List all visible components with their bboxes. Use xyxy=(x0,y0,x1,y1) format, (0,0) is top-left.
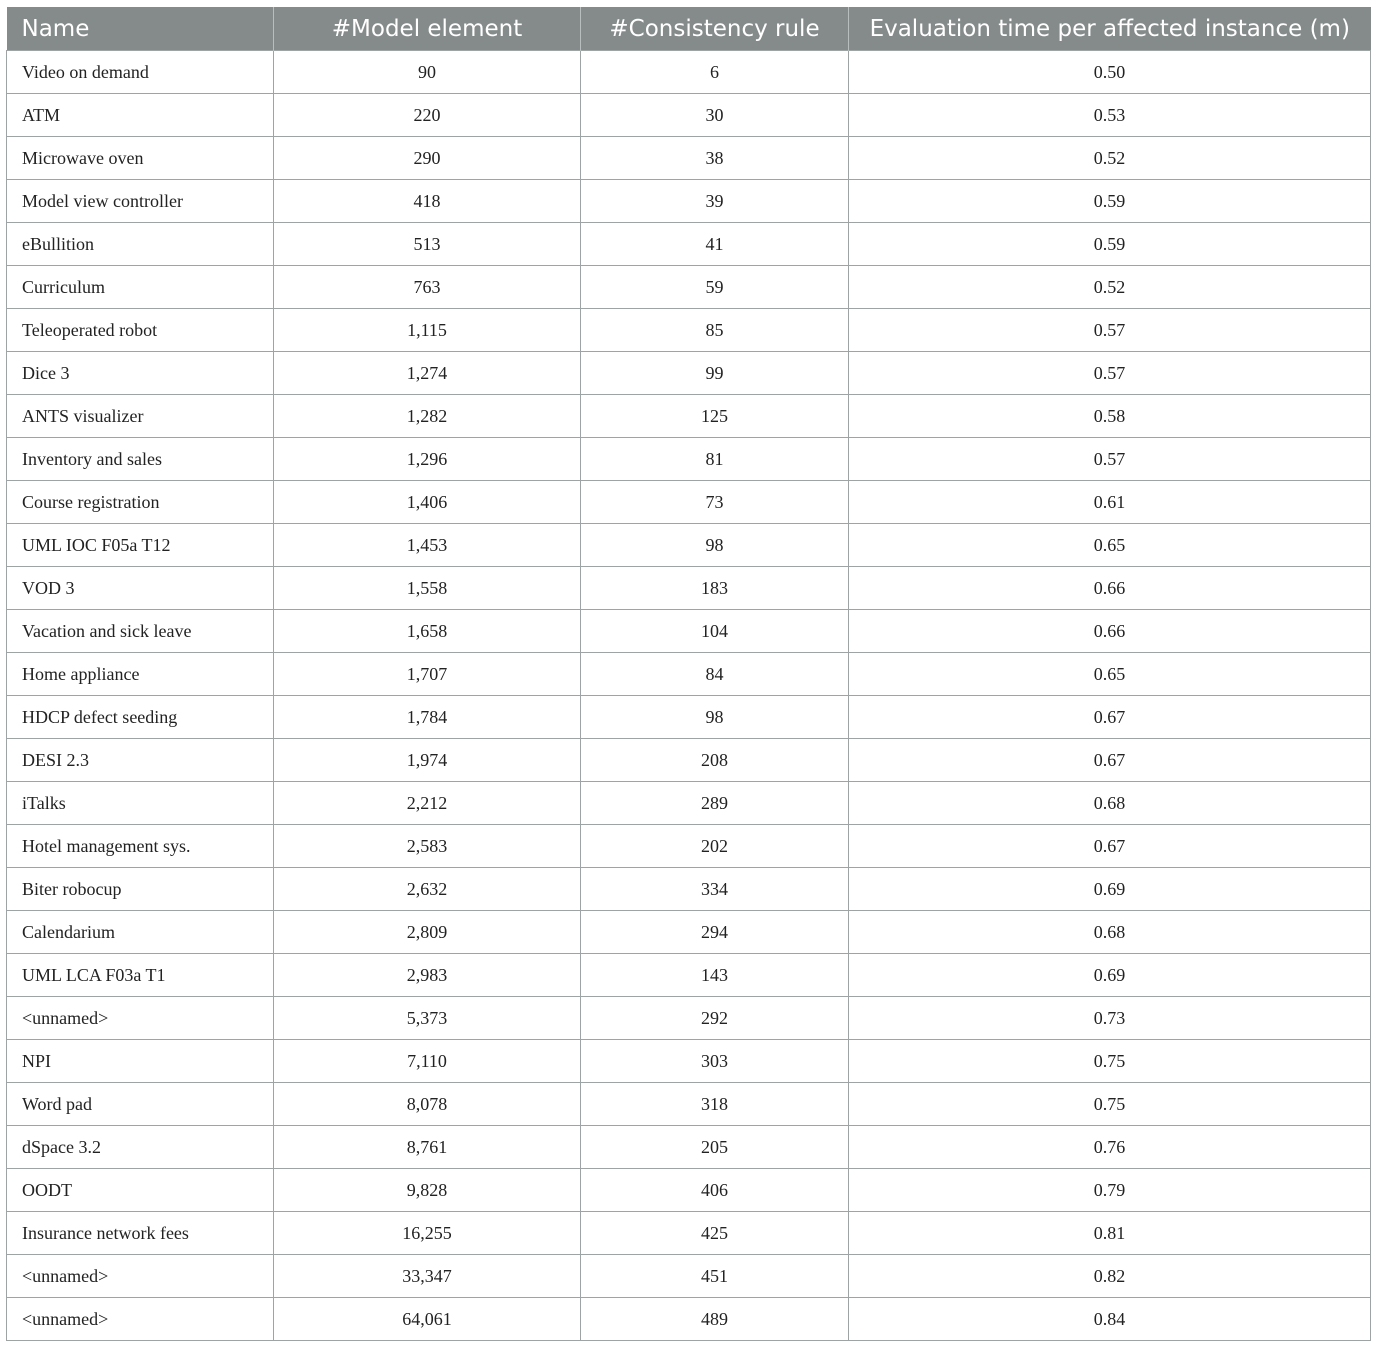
model-consistency-table xyxy=(6,7,1371,1341)
cell-evaluation-time: 0.68 xyxy=(849,782,1371,825)
cell-consistency-rule: 451 xyxy=(581,1255,849,1298)
cell-name: Teleoperated robot xyxy=(7,309,274,352)
cell-name: Calendarium xyxy=(7,911,274,954)
cell-consistency-rule: 489 xyxy=(581,1298,849,1341)
cell-consistency-rule: 6 xyxy=(581,51,849,94)
cell-model-element: 1,658 xyxy=(274,610,581,653)
cell-name: UML LCA F03a T1 xyxy=(7,954,274,997)
cell-consistency-rule: 143 xyxy=(581,954,849,997)
cell-name: eBullition xyxy=(7,223,274,266)
table-row xyxy=(7,1255,1371,1298)
table-row xyxy=(7,911,1371,954)
table-row xyxy=(7,1298,1371,1341)
cell-name: Biter robocup xyxy=(7,868,274,911)
cell-model-element: 1,707 xyxy=(274,653,581,696)
cell-evaluation-time: 0.69 xyxy=(849,954,1371,997)
cell-evaluation-time: 0.66 xyxy=(849,567,1371,610)
cell-name: iTalks xyxy=(7,782,274,825)
table-row xyxy=(7,1212,1371,1255)
cell-evaluation-time: 0.65 xyxy=(849,653,1371,696)
cell-consistency-rule: 294 xyxy=(581,911,849,954)
cell-model-element: 16,255 xyxy=(274,1212,581,1255)
cell-model-element: 1,282 xyxy=(274,395,581,438)
cell-consistency-rule: 38 xyxy=(581,137,849,180)
cell-name: Hotel management sys. xyxy=(7,825,274,868)
cell-evaluation-time: 0.76 xyxy=(849,1126,1371,1169)
cell-consistency-rule: 30 xyxy=(581,94,849,137)
cell-model-element: 90 xyxy=(274,51,581,94)
cell-evaluation-time: 0.67 xyxy=(849,739,1371,782)
cell-name: Curriculum xyxy=(7,266,274,309)
cell-name: Model view controller xyxy=(7,180,274,223)
header-consistency-rule: #Consistency rule xyxy=(581,7,849,51)
cell-model-element: 1,453 xyxy=(274,524,581,567)
cell-evaluation-time: 0.52 xyxy=(849,137,1371,180)
cell-evaluation-time: 0.68 xyxy=(849,911,1371,954)
data-table-container xyxy=(6,7,1371,1341)
cell-evaluation-time: 0.53 xyxy=(849,94,1371,137)
header-model-element: #Model element xyxy=(274,7,581,51)
table-row xyxy=(7,825,1371,868)
table-row xyxy=(7,94,1371,137)
cell-evaluation-time: 0.61 xyxy=(849,481,1371,524)
table-row xyxy=(7,696,1371,739)
cell-name: Insurance network fees xyxy=(7,1212,274,1255)
cell-evaluation-time: 0.50 xyxy=(849,51,1371,94)
cell-name: DESI 2.3 xyxy=(7,739,274,782)
cell-consistency-rule: 84 xyxy=(581,653,849,696)
cell-consistency-rule: 104 xyxy=(581,610,849,653)
header-name: Name xyxy=(7,7,274,51)
cell-evaluation-time: 0.59 xyxy=(849,223,1371,266)
cell-name: OODT xyxy=(7,1169,274,1212)
cell-evaluation-time: 0.65 xyxy=(849,524,1371,567)
table-row xyxy=(7,868,1371,911)
table-row xyxy=(7,524,1371,567)
cell-evaluation-time: 0.75 xyxy=(849,1083,1371,1126)
cell-consistency-rule: 85 xyxy=(581,309,849,352)
cell-model-element: 290 xyxy=(274,137,581,180)
cell-model-element: 33,347 xyxy=(274,1255,581,1298)
cell-model-element: 7,110 xyxy=(274,1040,581,1083)
cell-model-element: 418 xyxy=(274,180,581,223)
table-row xyxy=(7,438,1371,481)
table-row xyxy=(7,481,1371,524)
cell-consistency-rule: 208 xyxy=(581,739,849,782)
cell-model-element: 2,583 xyxy=(274,825,581,868)
cell-consistency-rule: 406 xyxy=(581,1169,849,1212)
cell-model-element: 1,974 xyxy=(274,739,581,782)
cell-model-element: 763 xyxy=(274,266,581,309)
cell-name: <unnamed> xyxy=(7,1298,274,1341)
cell-evaluation-time: 0.81 xyxy=(849,1212,1371,1255)
cell-name: Vacation and sick leave xyxy=(7,610,274,653)
table-row xyxy=(7,137,1371,180)
table-row xyxy=(7,782,1371,825)
cell-consistency-rule: 125 xyxy=(581,395,849,438)
cell-consistency-rule: 303 xyxy=(581,1040,849,1083)
cell-consistency-rule: 41 xyxy=(581,223,849,266)
cell-consistency-rule: 292 xyxy=(581,997,849,1040)
cell-consistency-rule: 318 xyxy=(581,1083,849,1126)
cell-evaluation-time: 0.57 xyxy=(849,352,1371,395)
cell-consistency-rule: 205 xyxy=(581,1126,849,1169)
cell-consistency-rule: 98 xyxy=(581,696,849,739)
table-row xyxy=(7,567,1371,610)
cell-name: ANTS visualizer xyxy=(7,395,274,438)
table-row xyxy=(7,309,1371,352)
cell-model-element: 2,809 xyxy=(274,911,581,954)
cell-evaluation-time: 0.52 xyxy=(849,266,1371,309)
table-row xyxy=(7,180,1371,223)
cell-name: dSpace 3.2 xyxy=(7,1126,274,1169)
cell-name: Video on demand xyxy=(7,51,274,94)
table-row xyxy=(7,266,1371,309)
cell-model-element: 5,373 xyxy=(274,997,581,1040)
cell-consistency-rule: 183 xyxy=(581,567,849,610)
table-body xyxy=(7,51,1371,1341)
cell-model-element: 2,632 xyxy=(274,868,581,911)
cell-evaluation-time: 0.66 xyxy=(849,610,1371,653)
cell-consistency-rule: 81 xyxy=(581,438,849,481)
cell-evaluation-time: 0.84 xyxy=(849,1298,1371,1341)
cell-model-element: 8,078 xyxy=(274,1083,581,1126)
cell-model-element: 220 xyxy=(274,94,581,137)
table-row xyxy=(7,739,1371,782)
cell-consistency-rule: 98 xyxy=(581,524,849,567)
cell-consistency-rule: 59 xyxy=(581,266,849,309)
cell-name: Home appliance xyxy=(7,653,274,696)
cell-consistency-rule: 425 xyxy=(581,1212,849,1255)
cell-name: HDCP defect seeding xyxy=(7,696,274,739)
cell-name: <unnamed> xyxy=(7,1255,274,1298)
table-row xyxy=(7,1083,1371,1126)
cell-evaluation-time: 0.73 xyxy=(849,997,1371,1040)
header-row xyxy=(7,7,1371,51)
table-row xyxy=(7,223,1371,266)
table-row xyxy=(7,395,1371,438)
header-evaluation-time: Evaluation time per affected instance (m) xyxy=(849,7,1371,51)
cell-model-element: 2,212 xyxy=(274,782,581,825)
cell-name: Word pad xyxy=(7,1083,274,1126)
cell-model-element: 64,061 xyxy=(274,1298,581,1341)
cell-model-element: 1,784 xyxy=(274,696,581,739)
cell-model-element: 9,828 xyxy=(274,1169,581,1212)
cell-model-element: 8,761 xyxy=(274,1126,581,1169)
cell-name: Course registration xyxy=(7,481,274,524)
cell-model-element: 513 xyxy=(274,223,581,266)
cell-name: Dice 3 xyxy=(7,352,274,395)
cell-consistency-rule: 73 xyxy=(581,481,849,524)
table-row xyxy=(7,1169,1371,1212)
cell-evaluation-time: 0.57 xyxy=(849,309,1371,352)
cell-consistency-rule: 334 xyxy=(581,868,849,911)
table-row xyxy=(7,653,1371,696)
cell-consistency-rule: 39 xyxy=(581,180,849,223)
table-row xyxy=(7,1126,1371,1169)
cell-model-element: 1,558 xyxy=(274,567,581,610)
cell-evaluation-time: 0.59 xyxy=(849,180,1371,223)
cell-name: Inventory and sales xyxy=(7,438,274,481)
cell-model-element: 1,296 xyxy=(274,438,581,481)
table-row xyxy=(7,352,1371,395)
cell-consistency-rule: 202 xyxy=(581,825,849,868)
table-row xyxy=(7,1040,1371,1083)
cell-name: <unnamed> xyxy=(7,997,274,1040)
table-row xyxy=(7,997,1371,1040)
cell-consistency-rule: 99 xyxy=(581,352,849,395)
cell-evaluation-time: 0.82 xyxy=(849,1255,1371,1298)
cell-evaluation-time: 0.67 xyxy=(849,696,1371,739)
cell-model-element: 1,406 xyxy=(274,481,581,524)
cell-evaluation-time: 0.67 xyxy=(849,825,1371,868)
cell-consistency-rule: 289 xyxy=(581,782,849,825)
cell-model-element: 1,115 xyxy=(274,309,581,352)
cell-evaluation-time: 0.58 xyxy=(849,395,1371,438)
table-header xyxy=(7,7,1371,51)
table-row xyxy=(7,610,1371,653)
cell-name: VOD 3 xyxy=(7,567,274,610)
cell-evaluation-time: 0.79 xyxy=(849,1169,1371,1212)
cell-model-element: 1,274 xyxy=(274,352,581,395)
table-row xyxy=(7,51,1371,94)
cell-name: NPI xyxy=(7,1040,274,1083)
cell-name: UML IOC F05a T12 xyxy=(7,524,274,567)
cell-name: Microwave oven xyxy=(7,137,274,180)
cell-name: ATM xyxy=(7,94,274,137)
table-row xyxy=(7,954,1371,997)
cell-evaluation-time: 0.57 xyxy=(849,438,1371,481)
cell-model-element: 2,983 xyxy=(274,954,581,997)
cell-evaluation-time: 0.69 xyxy=(849,868,1371,911)
cell-evaluation-time: 0.75 xyxy=(849,1040,1371,1083)
